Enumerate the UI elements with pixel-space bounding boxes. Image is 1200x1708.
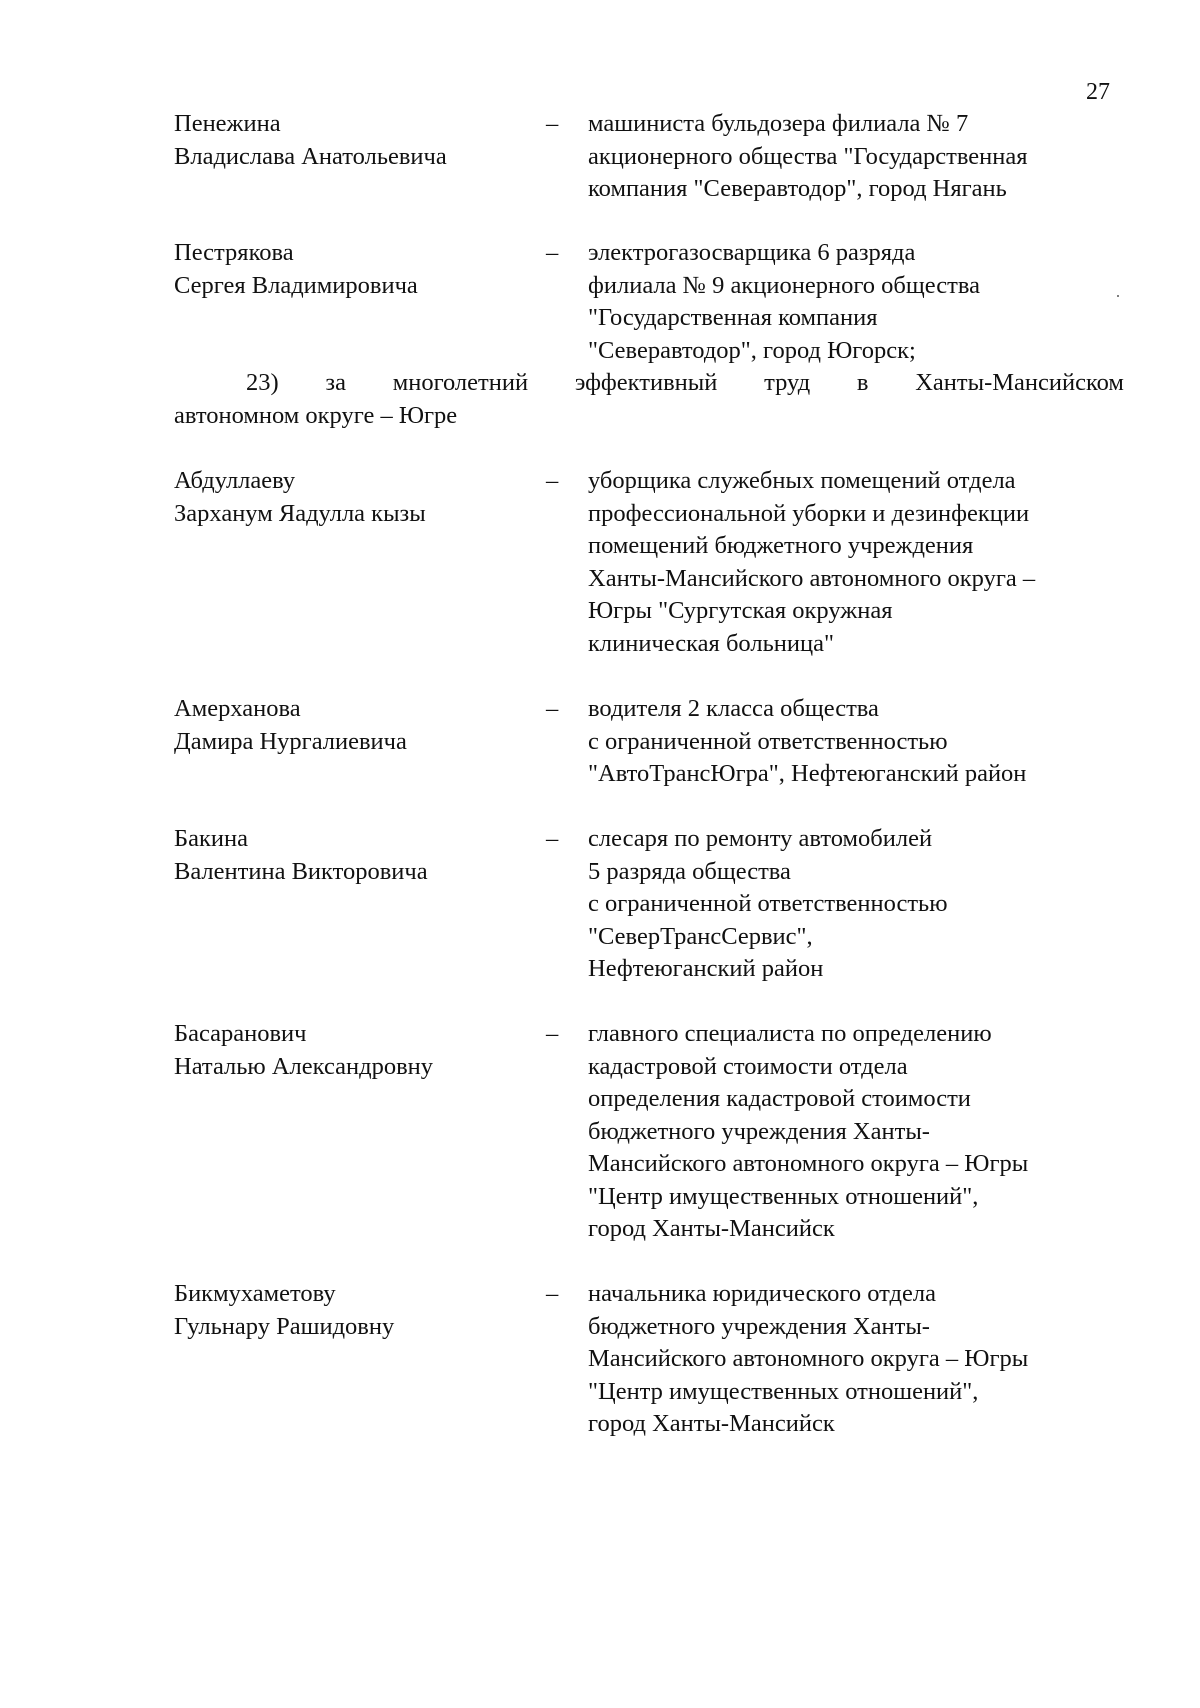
recipient-position xyxy=(588,823,1128,986)
dash-separator: – xyxy=(546,467,559,494)
recipient-position xyxy=(588,108,1128,206)
position-line: город Ханты-Мансийск xyxy=(588,1215,835,1242)
position-line: "АвтоТрансЮгра", Нефтеюганский район xyxy=(588,760,1027,787)
position-line: главного специалиста по определению xyxy=(588,1020,992,1047)
heading-word: труд xyxy=(764,369,811,396)
position-line: кадастровой стоимости отдела xyxy=(588,1052,908,1080)
position-line: "Северавтодор", город Югорск; xyxy=(588,336,916,364)
position-line: Мансийского автономного округа – Югры xyxy=(588,1345,1029,1372)
position-line: помещений бюджетного учреждения xyxy=(588,532,974,559)
section-heading-line: автономном округе – Югре xyxy=(174,401,458,429)
position-line: бюджетного учреждения Ханты- xyxy=(588,1117,930,1145)
position-line: уборщика служебных помещений отдела xyxy=(588,467,1016,494)
name-line: Басаранович xyxy=(174,1020,307,1047)
recipient-name xyxy=(174,1278,534,1343)
recipient-position xyxy=(588,693,1128,791)
position-line: электрогазосварщика 6 разряда xyxy=(588,239,916,266)
heading-word: эффективный xyxy=(574,369,718,396)
position-line: Югры "Сургутская окружная xyxy=(588,597,893,624)
heading-word: в xyxy=(856,369,869,396)
position-line: "Центр имущественных отношений", xyxy=(588,1377,979,1405)
name-line: Бакина xyxy=(174,825,248,852)
recipient-name xyxy=(174,693,534,758)
heading-word: Ханты-Мансийском xyxy=(915,369,1124,396)
recipient-position xyxy=(588,237,1128,367)
section-heading xyxy=(174,367,1124,432)
name-line: Пестрякова xyxy=(174,239,294,266)
section-heading-line xyxy=(174,367,1124,400)
position-line: город Ханты-Мансийск xyxy=(588,1410,835,1437)
position-line: профессиональной уборки и дезинфекции xyxy=(588,499,1030,527)
heading-word: многолетний xyxy=(392,369,529,396)
position-line: слесаря по ремонту автомобилей xyxy=(588,825,933,852)
position-line: машиниста бульдозера филиала № 7 xyxy=(588,110,969,137)
recipient-position xyxy=(588,1278,1128,1441)
dash-separator: – xyxy=(546,239,559,266)
position-line: филиала № 9 акционерного общества xyxy=(588,271,980,299)
name-line: Пенежина xyxy=(174,110,281,137)
position-line: с ограниченной ответственностью xyxy=(588,727,948,755)
name-line: Бикмухаметову xyxy=(174,1280,336,1307)
heading-word: 23) xyxy=(246,369,279,396)
name-line: Наталью Александровну xyxy=(174,1052,433,1080)
name-line: Сергея Владимировича xyxy=(174,271,418,299)
position-line: Нефтеюганский район xyxy=(588,955,824,982)
position-line: "СеверТрансСервис", xyxy=(588,922,813,950)
name-line: Дамира Нургалиевича xyxy=(174,727,407,755)
position-line: компания "Северавтодор", город Нягань xyxy=(588,175,1007,202)
name-line: Валентина Викторовича xyxy=(174,857,428,885)
dash-separator: – xyxy=(546,110,559,137)
page-number: 27 xyxy=(1086,79,1110,105)
name-line: Амерханова xyxy=(174,695,301,722)
dash-separator: – xyxy=(546,825,559,852)
position-line: с ограниченной ответственностью xyxy=(588,890,948,917)
position-line: акционерного общества "Государственная xyxy=(588,142,1028,170)
recipient-name xyxy=(174,237,534,302)
position-line: определения кадастровой стоимости xyxy=(588,1085,971,1112)
position-line: начальника юридического отдела xyxy=(588,1280,936,1307)
position-line: Ханты-Мансийского автономного округа – xyxy=(588,564,1036,592)
dash-separator: – xyxy=(546,1280,559,1307)
name-line: Гульнару Рашидовну xyxy=(174,1312,395,1340)
recipient-name xyxy=(174,1018,534,1083)
name-line: Абдуллаеву xyxy=(174,467,296,494)
position-line: 5 разряда общества xyxy=(588,857,791,885)
recipient-name xyxy=(174,823,534,888)
dash-separator: – xyxy=(546,695,559,722)
position-line: "Центр имущественных отношений", xyxy=(588,1182,979,1210)
position-line: Мансийского автономного округа – Югры xyxy=(588,1150,1029,1177)
position-line: клиническая больница" xyxy=(588,629,834,657)
name-line: Владислава Анатольевича xyxy=(174,142,447,170)
position-line: "Государственная компания xyxy=(588,304,878,331)
recipient-position xyxy=(588,1018,1128,1246)
recipient-name xyxy=(174,465,534,530)
name-line: Зарханум Яадулла кызы xyxy=(174,499,426,527)
dash-separator: – xyxy=(546,1020,559,1047)
recipient-position xyxy=(588,465,1128,660)
recipient-name xyxy=(174,108,534,173)
heading-word: за xyxy=(325,369,346,396)
position-line: бюджетного учреждения Ханты- xyxy=(588,1312,930,1340)
position-line: водителя 2 класса общества xyxy=(588,695,879,722)
